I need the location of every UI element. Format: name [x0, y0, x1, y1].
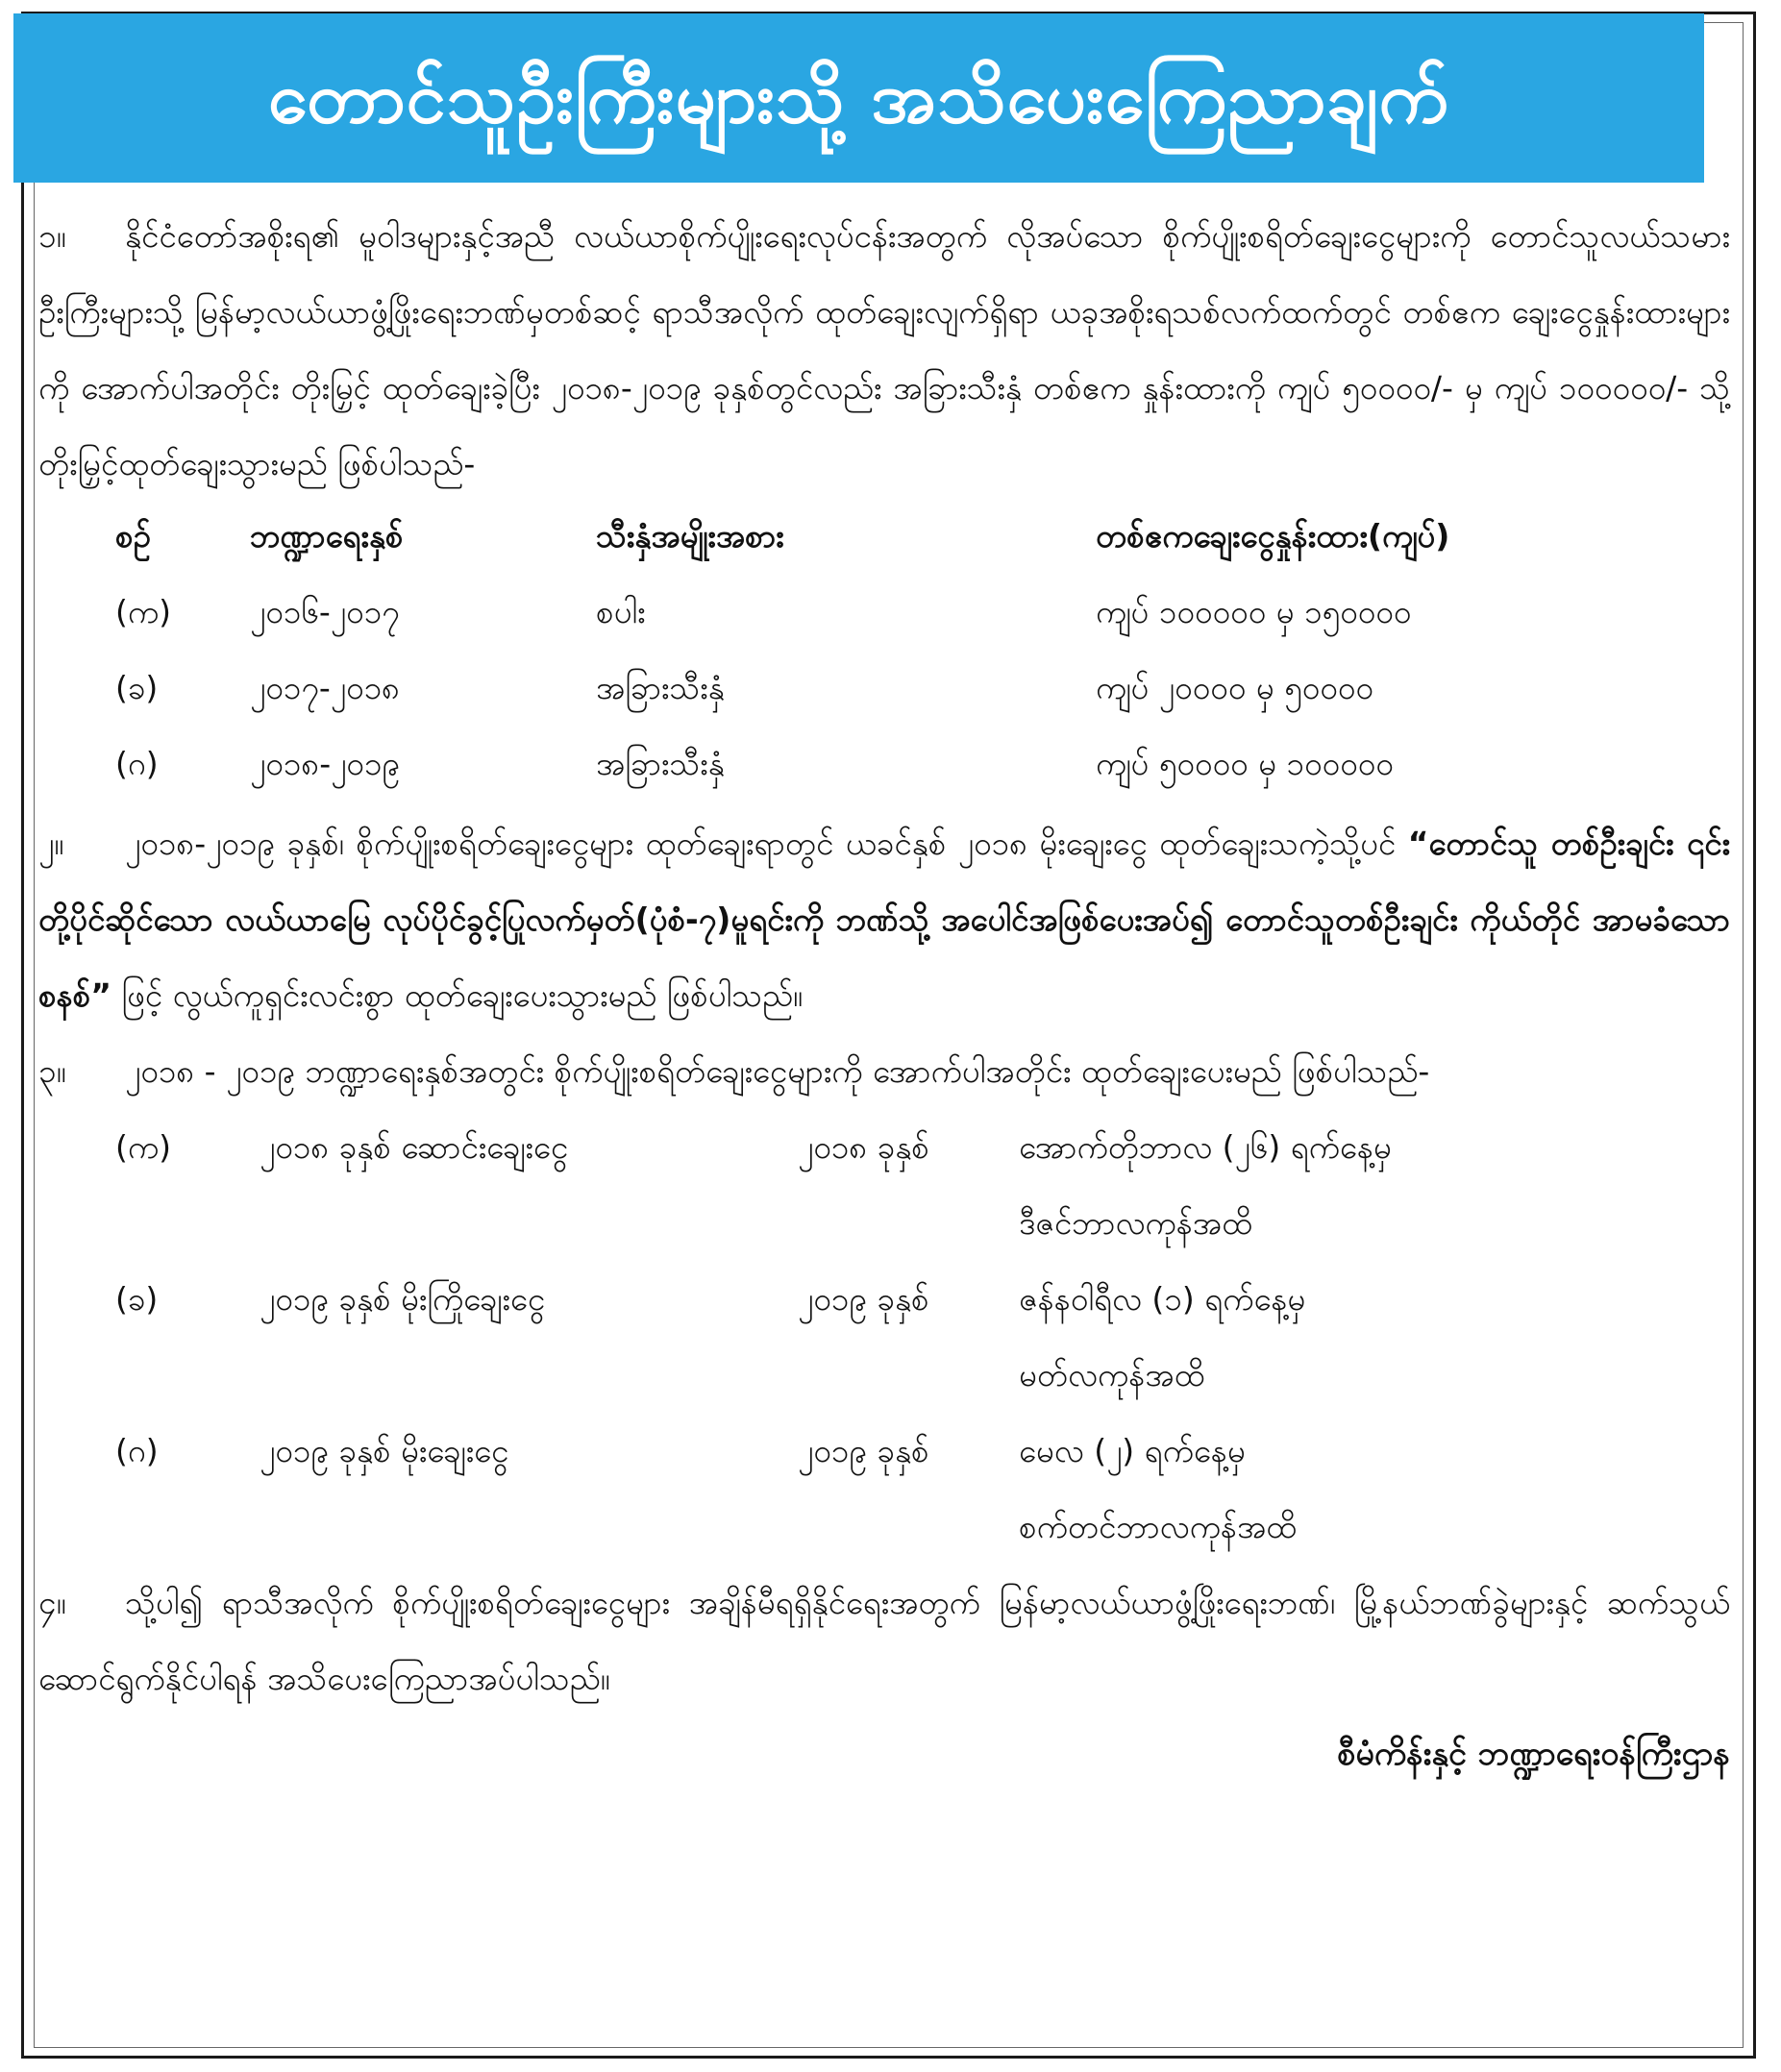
row-year: ၂၀၁၆-၂၀၁၇ [250, 593, 400, 630]
table-row [115, 578, 1615, 654]
row-year: ၂၀၁၇-၂၀၁၈ [250, 669, 400, 706]
schedule-row [115, 1109, 1672, 1261]
row-crop: အခြားသီးနှံ [596, 745, 725, 782]
header-fiscal-year: ဘဏ္ဍာရေးနှစ် [250, 517, 404, 555]
period-end: စက်တင်ဘာလကုန်အထိ [1019, 1508, 1298, 1545]
paragraph-text: နိုင်ငံတော်အစိုးရ၏ မူဝါဒများနှင့်အညီ လယ်ယာစိုက်ပျိုးရေးလုပ်ငန်းအတွက် လိုအပ်သော စိုက်ပျိုးစရိတ်ချေးငွေများကို တောင်သူလယ်သမားဦးကြီးများသို့ မြန်မာ့လယ်ယာဖွံ့ဖြိုးရေးဘဏ်မှတစ်ဆင့် ရာသီအလိုက် ထုတ်ချေးလျက်ရှိရာ ယခုအစိုးရသစ်လက်ထက်တွင် တစ်ဧက ချေးငွေနှုန်းထားများကို အောက်ပါအတိုင်း တိုးမြှင့် ထုတ်ချေးခဲ့ပြီး ၂၀၁၈-၂၀၁၉ ခုနှစ်တွင်လည်း အခြားသီးနှံ တစ်ဧက နှုန်းထားကို ကျပ် ၅၀၀၀၀/- မှ ကျပ် ၁၀၀၀၀၀/- သို့ တိုးမြှင့်ထုတ်ချေးသွားမည် ဖြစ်ပါသည်- [38, 217, 1731, 482]
header-rate: တစ်ဧကချေးငွေနှုန်းထား(ကျပ်) [1096, 517, 1450, 555]
row-serial: (ခ) [115, 669, 159, 706]
row-rate: ကျပ် ၂၀၀၀၀ မှ ၅၀၀၀၀ [1096, 669, 1373, 706]
schedule-period [1019, 1413, 1672, 1565]
notice-title-banner: တောင်သူဦးကြီးများသို့ အသိပေးကြေညာချက် [13, 13, 1704, 183]
table-header-row [115, 502, 1615, 578]
row-year: ၂၀၁၈-၂၀၁၉ [250, 745, 400, 782]
row-crop: စပါး [596, 593, 646, 630]
paragraph-text: ၂၀၁၈-၂၀၁၉ ခုနှစ်၊ စိုက်ပျိုးစရိတ်ချေးငွေများ ထုတ်ချေးရာတွင် ယခင်နှစ် ၂၀၁၈ မိုးချေးငွေ ထုတ်ချေးသကဲ့သို့ပင် [125, 825, 1408, 862]
row-rate: ကျပ် ၅၀၀၀၀ မှ ၁၀၀၀၀၀ [1096, 745, 1394, 782]
schedule-year: ၂၀၁၉ ခုနှစ် [798, 1432, 929, 1469]
period-end: ဒီဇင်ဘာလကုန်အထိ [1019, 1204, 1252, 1242]
schedule-row [115, 1413, 1672, 1565]
schedule-serial: (က) [115, 1128, 172, 1166]
row-rate: ကျပ် ၁၀၀၀၀၀ မှ ၁၅၀၀၀၀ [1096, 593, 1412, 630]
notice-body [38, 198, 1730, 1792]
header-serial: စဉ် [115, 517, 151, 555]
schedule-loan-type: ၂၀၁၉ ခုနှစ် မိုးချေးငွေ [260, 1432, 509, 1469]
header-crop-type: သီးနှံအမျိုးအစား [596, 517, 784, 555]
schedule-loan-type: ၂၀၁၉ ခုနှစ် မိုးကြိုချေးငွေ [260, 1280, 546, 1318]
schedule-serial: (ဂ) [115, 1432, 159, 1469]
paragraph-text-tail: ဖြင့် လွယ်ကူရှင်းလင်းစွာ ထုတ်ချေးပေးသွားမည် ဖြစ်ပါသည်။ [111, 976, 804, 1014]
paragraph-4 [38, 1565, 1730, 1716]
row-serial: (က) [115, 593, 172, 630]
schedule-loan-type: ၂၀၁၈ ခုနှစ် ဆောင်းချေးငွေ [260, 1128, 569, 1166]
table-row [115, 654, 1615, 729]
schedule-period [1019, 1109, 1672, 1261]
row-serial: (ဂ) [115, 745, 159, 782]
period-end: မတ်လကုန်အထိ [1019, 1356, 1205, 1394]
paragraph-number: ၄။ [38, 1584, 66, 1621]
loan-schedule-table [115, 1109, 1672, 1565]
schedule-period [1019, 1261, 1672, 1413]
schedule-year: ၂၀၁၈ ခုနှစ် [798, 1128, 929, 1166]
period-start: အောက်တိုဘာလ (၂၆) ရက်နေ့မှ [1019, 1128, 1392, 1166]
period-start: မေလ (၂) ရက်နေ့မှ [1019, 1432, 1246, 1469]
paragraph-text: သို့ပါ၍ ရာသီအလိုက် စိုက်ပျိုးစရိတ်ချေးငွေများ အချိန်မီရရှိနိုင်ရေးအတွက် မြန်မာ့လယ်ယာဖွံ့ဖြိုးရေးဘဏ်၊ မြို့နယ်ဘဏ်ခွဲများနှင့် ဆက်သွယ်ဆောင်ရွက်နိုင်ပါရန် အသိပေးကြေညာအပ်ပါသည်။ [38, 1584, 1730, 1697]
paragraph-3 [38, 1033, 1730, 1109]
row-crop: အခြားသီးနှံ [596, 669, 725, 706]
schedule-serial: (ခ) [115, 1280, 159, 1318]
paragraph-2 [38, 805, 1730, 1033]
paragraph-number: ၂။ [38, 825, 64, 862]
issuing-ministry-signature: စီမံကိန်းနှင့် ဘဏ္ဍာရေးဝန်ကြီးဌာန [1337, 1735, 1730, 1773]
collateral-system-emphasis: “တောင်သူ တစ်ဦးချင်း ၎င်းတို့ပိုင်ဆိုင်သော လယ်ယာမြေ လုပ်ပိုင်ခွင့်ပြုလက်မှတ်(ပုံစံ-၇)မူရင်းကို ဘဏ်သို့ အပေါင်အဖြစ်ပေးအပ်၍ တောင်သူတစ်ဦးချင်း ကိုယ်တိုင် အာမခံသောစနစ်” [38, 825, 1730, 1014]
schedule-row [115, 1261, 1672, 1413]
period-start: ဇန်နဝါရီလ (၁) ရက်နေ့မှ [1019, 1280, 1306, 1318]
paragraph-number: ၁။ [38, 217, 66, 255]
paragraph-number: ၃။ [38, 1052, 66, 1090]
table-row [115, 729, 1615, 805]
schedule-year: ၂၀၁၉ ခုနှစ် [798, 1280, 929, 1318]
paragraph-text: ၂၀၁၈ - ၂၀၁၉ ဘဏ္ဍာရေးနှစ်အတွင်း စိုက်ပျိုးစရိတ်ချေးငွေများကို အောက်ပါအတိုင်း ထုတ်ချေးပေးမည် ဖြစ်ပါသည်- [125, 1052, 1430, 1090]
paragraph-1 [38, 198, 1730, 502]
loan-rates-table [115, 502, 1615, 805]
